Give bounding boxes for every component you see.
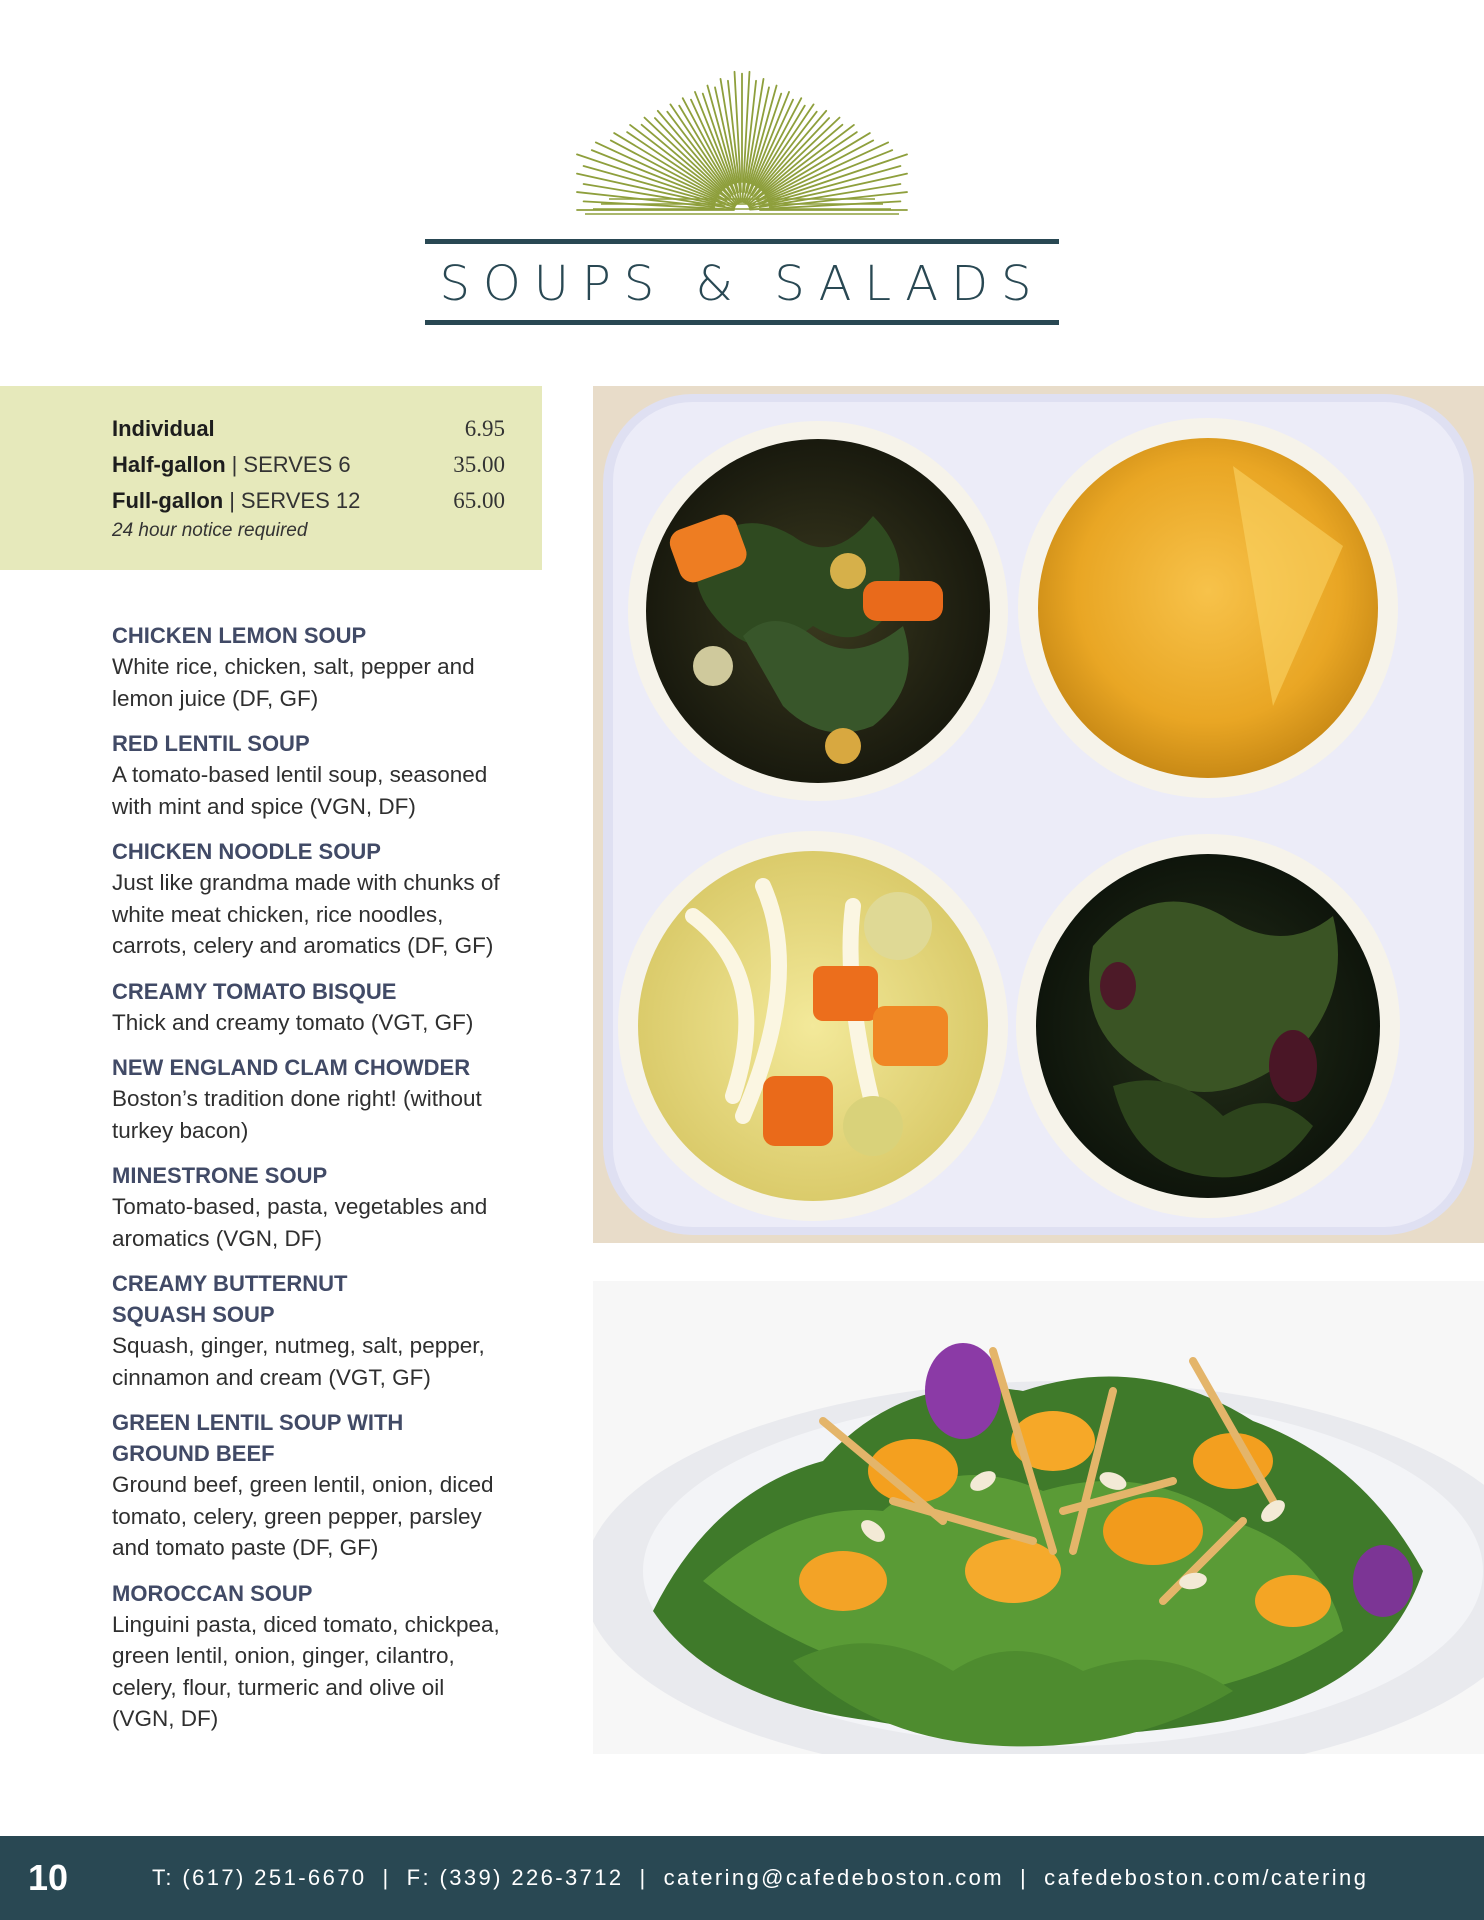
soup-name: CREAMY TOMATO BISQUE: [112, 978, 397, 1004]
soup-description: Thick and creamy tomato (VGT, GF): [112, 1009, 474, 1035]
soup-name: MINESTRONE SOUP: [112, 1163, 328, 1188]
soup-description: Ground beef, green lentil, onion, diced tomato, celery, green pepper, parsley and tomato paste (DF, GF): [112, 1472, 494, 1560]
price-serves: SERVES 12: [240, 488, 361, 513]
soup-description: Boston’s tradition done right! (without turkey bacon): [112, 1086, 482, 1143]
footer-bar: [0, 1836, 1484, 1920]
price-row-individual: [112, 412, 505, 446]
price-separator: |: [231, 452, 238, 477]
soup-description: Just like grandma made with chunks of white meat chicken, rice noodles, carrots, celery and aromatics (DF, GF): [112, 870, 500, 958]
title-rule-top: [425, 239, 1059, 244]
price-serves: SERVES 6: [243, 452, 351, 477]
salad-photo: [593, 1281, 1484, 1754]
list-item: [112, 1578, 512, 1735]
soup-name: MOROCCAN SOUP: [112, 1580, 313, 1606]
soups-photo: [593, 386, 1484, 1243]
price-size-name: Individual: [112, 416, 215, 441]
soup-name: RED LENTIL SOUP: [112, 731, 310, 756]
soup-description: Squash, ginger, nutmeg, salt, pepper, cinnamon and cream (VGT, GF): [112, 1333, 485, 1390]
price-size-name: Full-gallon: [112, 488, 224, 513]
page-number: 10: [28, 1857, 69, 1898]
list-item: [112, 1407, 512, 1564]
price-row-full-gallon: [112, 484, 505, 518]
notice-text: 24 hour notice required: [112, 520, 308, 541]
email-link[interactable]: catering@cafedeboston.com: [663, 1865, 1005, 1890]
list-item: [112, 728, 512, 822]
price-row-half-gallon: [112, 448, 505, 482]
contact-info: [152, 1836, 1368, 1920]
soup-name: CHICKEN LEMON SOUP: [112, 623, 367, 648]
list-item: [112, 620, 512, 714]
price-amount: 35.00: [453, 452, 505, 477]
soup-description: A tomato-based lentil soup, seasoned with mint and spice (VGN, DF): [112, 762, 488, 819]
soup-name: CHICKEN NOODLE SOUP: [112, 839, 381, 864]
price-size-name: Half-gallon: [112, 452, 226, 477]
price-amount: 6.95: [464, 416, 505, 441]
list-item: [112, 976, 512, 1039]
fax-number: F: (339) 226-3712: [406, 1865, 624, 1890]
title-rule-bottom: [425, 320, 1059, 325]
price-separator: |: [229, 488, 235, 513]
soup-list: [112, 620, 512, 1749]
footer-separator: |: [382, 1865, 391, 1890]
soup-description: White rice, chicken, salt, pepper and lemon juice (DF, GF): [112, 654, 475, 711]
phone-number: T: (617) 251-6670: [152, 1865, 367, 1890]
soup-description: Tomato-based, pasta, vegetables and aromatics (VGN, DF): [112, 1194, 488, 1251]
footer-separator: |: [639, 1865, 648, 1890]
soup-name: CREAMY BUTTERNUT SQUASH SOUP: [112, 1271, 348, 1327]
list-item: [112, 1160, 512, 1254]
website-link[interactable]: cafedeboston.com/catering: [1044, 1865, 1369, 1890]
soup-name: GREEN LENTIL SOUP WITH GROUND BEEF: [112, 1410, 404, 1466]
list-item: [112, 836, 512, 962]
price-amount: 65.00: [453, 488, 505, 513]
footer-separator: |: [1020, 1865, 1029, 1890]
soup-name: NEW ENGLAND CLAM CHOWDER: [112, 1055, 471, 1080]
pricing-box: [0, 386, 542, 570]
list-item: [112, 1268, 512, 1393]
soup-description: Linguini pasta, diced tomato, chickpea, green lentil, onion, ginger, cilantro, celery, flour, turmeric and olive oil (VGN, DF): [112, 1611, 500, 1731]
sunburst-icon: [575, 68, 909, 216]
list-item: [112, 1052, 512, 1146]
page-title: SOUPS & SALADS: [439, 256, 1045, 312]
